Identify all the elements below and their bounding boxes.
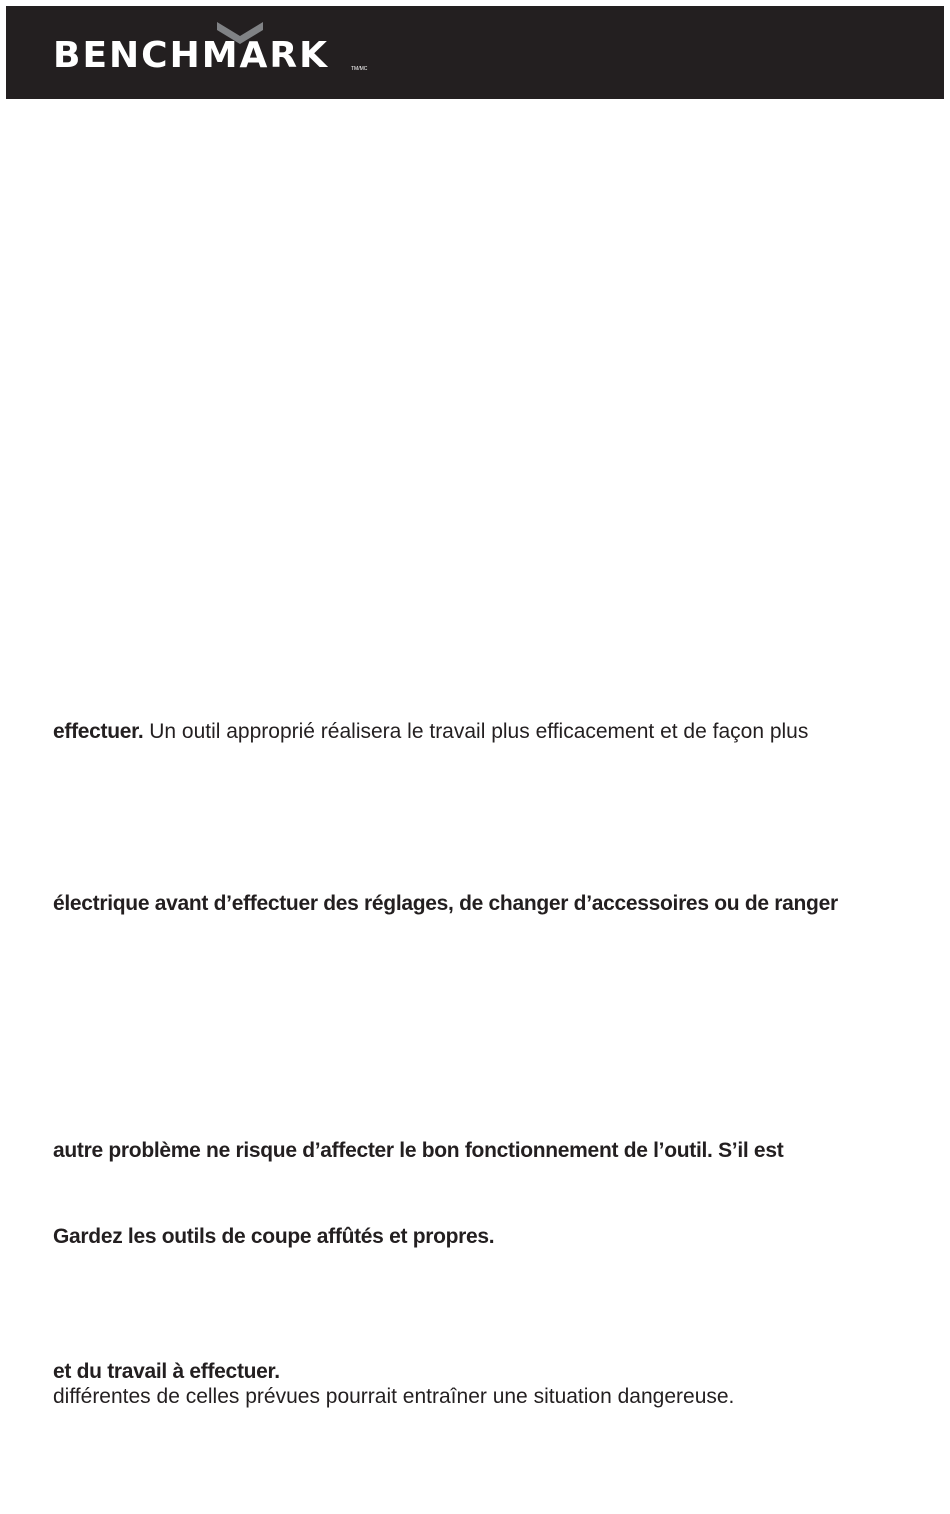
text-line-4 [53, 1224, 494, 1250]
header-bar [6, 6, 944, 99]
text-line-1-bold: effectuer. [53, 720, 144, 743]
text-line-3 [53, 1138, 783, 1164]
text-line-6-regular: différentes de celles prévues pourrait entraîner une situation dangereuse. [53, 1385, 735, 1408]
text-line-3-bold: autre problème ne risque d’affecter le bon fonctionnement de l’outil. S’il est [53, 1139, 784, 1162]
logo-trademark: TM/MC [351, 66, 368, 72]
text-line-1 [53, 719, 808, 745]
text-line-4-bold: Gardez les outils de coupe affûtés et propres. [53, 1225, 495, 1248]
text-line-2-bold: électrique avant d’effectuer des réglages, de changer d’accessoires ou de ranger [53, 892, 838, 915]
text-line-1-regular: Un outil approprié réalisera le travail plus efficacement et de façon plus [143, 720, 809, 743]
text-line-6 [53, 1384, 734, 1410]
text-line-5 [53, 1359, 280, 1385]
text-line-2 [53, 891, 838, 917]
logo-text: BENCHMARK [53, 35, 330, 76]
text-line-5-bold: et du travail à effectuer. [53, 1360, 280, 1383]
